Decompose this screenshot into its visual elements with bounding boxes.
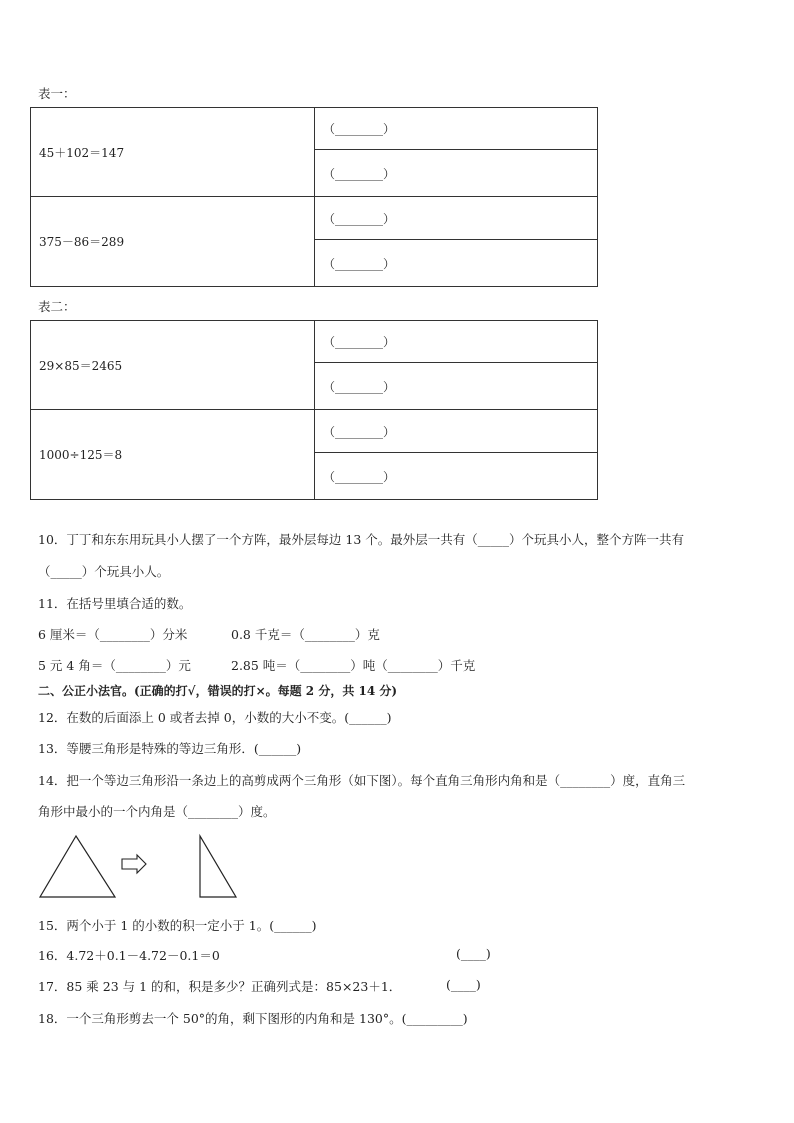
question-11-item-d: 2.85 吨＝（________）吨（________）千克 xyxy=(231,658,476,673)
right-triangle-icon xyxy=(200,836,236,897)
answer-blank[interactable]: （________） xyxy=(315,197,598,240)
table1-equation-1: 45＋102＝147 xyxy=(31,108,315,197)
table2 xyxy=(30,320,598,500)
question-17-answer[interactable]: (____) xyxy=(446,977,481,992)
question-14-line-1: 14．把一个等边三角形沿一条边上的高剪成两个三角形（如下图）。每个直角三角形内角和是（________）度，直角三 xyxy=(38,773,686,788)
table1-caption: 表一： xyxy=(38,86,76,101)
answer-blank[interactable]: （________） xyxy=(315,321,598,363)
answer-blank[interactable]: （________） xyxy=(315,363,598,410)
equilateral-triangle-icon xyxy=(40,836,115,897)
triangle-figure xyxy=(36,832,246,902)
table1-equation-2: 375－86＝289 xyxy=(31,197,315,287)
question-16: 16．4.72＋0.1－4.72－0.1＝0 xyxy=(38,948,220,963)
answer-blank[interactable]: （________） xyxy=(315,410,598,453)
question-11-item-c: 5 元 4 角＝（________）元 xyxy=(38,658,191,673)
question-10-line-2: （_____）个玩具小人。 xyxy=(38,564,170,579)
question-17: 17．85 乘 23 与 1 的和，积是多少？正确列式是：85×23＋1． xyxy=(38,979,402,994)
question-15: 15．两个小于 1 的小数的积一定小于 1。(______) xyxy=(38,918,317,933)
question-11-item-a: 6 厘米＝（________）分米 xyxy=(38,627,188,642)
question-18: 18．一个三角形剪去一个 50°的角，剩下图形的内角和是 130°。(_________) xyxy=(38,1011,468,1026)
question-10-line-1: 10．丁丁和东东用玩具小人摆了一个方阵，最外层每边 13 个。最外层一共有（_____）个玩具小人，整个方阵一共有 xyxy=(38,532,685,547)
question-11-item-b: 0.8 千克＝（________）克 xyxy=(231,627,380,642)
table1 xyxy=(30,107,598,287)
table2-equation-1: 29×85＝2465 xyxy=(31,321,315,410)
section-2-heading: 二、公正小法官。(正确的打√，错误的打×。每题 2 分，共 14 分) xyxy=(38,684,398,698)
table2-caption: 表二： xyxy=(38,299,76,314)
question-12: 12．在数的后面添上 0 或者去掉 0，小数的大小不变。(______) xyxy=(38,710,392,725)
table2-equation-2: 1000÷125＝8 xyxy=(31,410,315,500)
question-16-answer[interactable]: (____) xyxy=(456,946,491,961)
question-14-line-2: 角形中最小的一个内角是（________）度。 xyxy=(38,804,276,819)
answer-blank[interactable]: （________） xyxy=(315,453,598,500)
answer-blank[interactable]: （________） xyxy=(315,150,598,197)
answer-blank[interactable]: （________） xyxy=(315,240,598,287)
arrow-right-icon xyxy=(122,855,146,873)
question-13: 13．等腰三角形是特殊的等边三角形．(______) xyxy=(38,741,302,756)
question-11-title: 11．在括号里填合适的数。 xyxy=(38,596,192,611)
answer-blank[interactable]: （________） xyxy=(315,108,598,150)
